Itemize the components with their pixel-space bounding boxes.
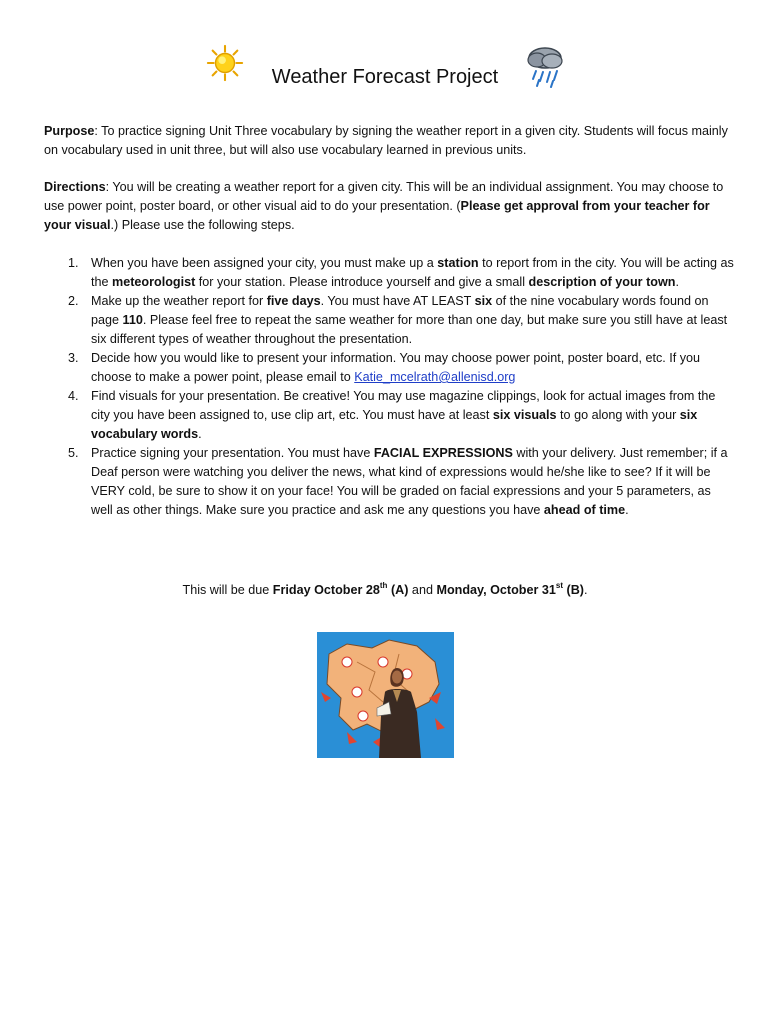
step-bold: six visuals: [492, 408, 557, 422]
list-number: 2.: [68, 294, 79, 308]
step-bold: ahead of time: [543, 503, 626, 517]
step-text: Find visuals for your presentation. Be creative! You may use magazine clippings, look for actual images from the city you have been assigned to, use clip art, etc. You must have at least: [91, 389, 716, 422]
step-text: Make up the weather report for: [91, 294, 267, 308]
title-row: [0, 44, 770, 100]
step-text: .: [675, 275, 679, 289]
list-item: [44, 444, 734, 520]
due-section-a: (A): [390, 583, 409, 597]
directions-text: : You will be creating a weather report for a given city. This will be an individual assignment. You may choose to use power point, poster board, or other visual aid to do your presentation. (: [44, 180, 724, 213]
step-text: .: [198, 427, 202, 441]
step-bold: 110: [122, 313, 143, 327]
step-text: to report from in the city. You will be acting as the: [91, 256, 734, 289]
purpose-label: Purpose: [44, 124, 95, 138]
step-text: Practice signing your presentation. You must have: [91, 446, 374, 460]
step-bold: six: [474, 294, 493, 308]
directions-bold: Please get approval from your teacher for your visual: [44, 199, 710, 232]
step-bold: five days: [266, 294, 321, 308]
step-text: . You must have AT LEAST: [320, 294, 475, 308]
step-text: Decide how you would like to present your information. You may choose power point, poster board, etc. If you choose to make a power point, please email to: [91, 351, 701, 384]
due-text: This will be due: [182, 583, 273, 597]
list-item: [44, 387, 734, 444]
step-text: to go along with your: [556, 408, 680, 422]
list-number: 4.: [68, 389, 79, 403]
page-title: Weather Forecast Project: [271, 66, 499, 88]
due-suffix: th: [379, 581, 388, 590]
directions-paragraph: [44, 178, 734, 235]
list-item: [44, 254, 734, 292]
list-item: [44, 292, 734, 349]
due-section-b: (B): [566, 583, 584, 597]
directions-label: Directions: [44, 180, 106, 194]
due-text: and: [408, 583, 437, 597]
directions-tail: .) Please use the following steps.: [110, 218, 295, 232]
list-number: 5.: [68, 446, 79, 460]
list-number: 1.: [68, 256, 79, 270]
purpose-paragraph: [44, 122, 734, 160]
due-suffix: st: [555, 581, 564, 590]
step-bold: station: [437, 256, 479, 270]
meteorologist-clipart: [317, 632, 454, 758]
step-text: .: [625, 503, 629, 517]
step-text: of the nine vocabulary words found on page: [91, 294, 709, 327]
storm-cloud-icon: [524, 44, 566, 88]
list-number: 3.: [68, 351, 79, 365]
due-date-a: Friday October 28: [272, 583, 380, 597]
due-date-b: Monday, October 31: [436, 583, 556, 597]
due-text: .: [584, 583, 588, 597]
list-item: [44, 349, 734, 387]
step-bold: FACIAL EXPRESSIONS: [373, 446, 513, 460]
step-text: . Please feel free to repeat the same weather for more than one day, but make sure you still have at least six different types of weather throughout the presentation.: [91, 313, 728, 346]
step-bold: description of your town: [528, 275, 676, 289]
email-link[interactable]: Katie_mcelrath@allenisd.org: [354, 370, 516, 384]
due-date-line: [0, 576, 770, 600]
step-text: When you have been assigned your city, you must make up a: [91, 256, 438, 270]
step-bold: six vocabulary words: [91, 408, 698, 441]
step-text: for your station. Please introduce yourself and give a small: [195, 275, 529, 289]
steps-list: [44, 254, 734, 520]
purpose-text: : To practice signing Unit Three vocabulary by signing the weather report in a given city. Students will focus mainly on vocabulary used in unit three, but will also use vocabulary learned in previous units.: [44, 124, 728, 157]
step-bold: meteorologist: [112, 275, 196, 289]
step-text: with your delivery. Just remember; if a Deaf person were watching you deliver the news, what kind of expressions would he/she like to see? If it will be VERY cold, be sure to show it on your face! You will be graded on facial expressions and your 5 parameters, as well as other things. Make sure you practice and ask me any questions you have: [91, 446, 728, 517]
